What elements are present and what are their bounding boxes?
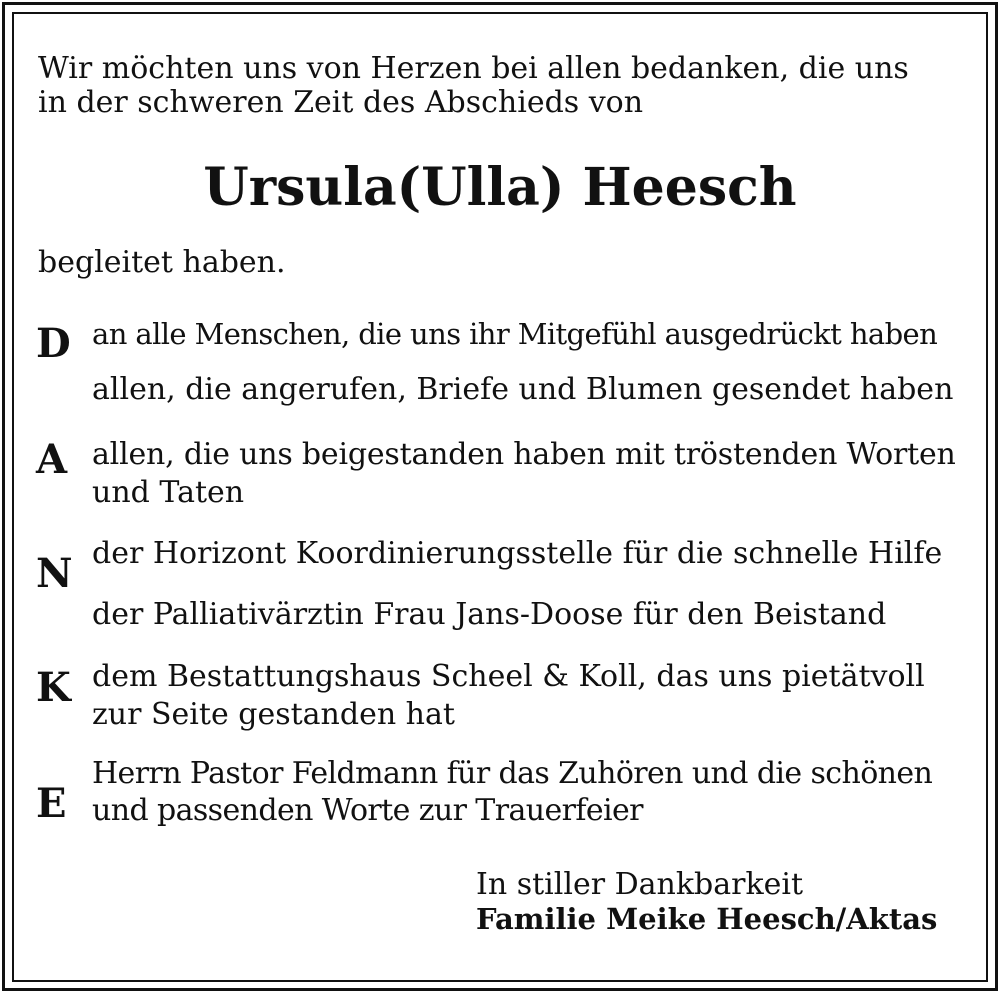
danke-a-line-1: allen, die uns beigestanden haben mit tröstenden Worten bbox=[92, 437, 956, 472]
closing-line: In stiller Dankbarkeit bbox=[476, 867, 804, 902]
initial-letter-d: D bbox=[36, 320, 71, 367]
danke-d-line-2: allen, die angerufen, Briefe und Blumen gesendet haben bbox=[92, 372, 954, 407]
initial-letter-n: N bbox=[36, 550, 73, 597]
intro-line-1: Wir möchten uns von Herzen bei allen bedanken, die uns bbox=[38, 51, 909, 86]
intro-text bbox=[38, 52, 909, 120]
danke-e-line-1: Herrn Pastor Feldmann für das Zuhören und die schönen bbox=[92, 756, 933, 791]
after-name-text: begleitet haben. bbox=[38, 245, 286, 280]
danke-n-line-2: der Palliativärztin Frau Jans-Doose für den Beistand bbox=[92, 597, 887, 632]
intro-line-2: in der schweren Zeit des Abschieds von bbox=[38, 85, 644, 120]
initial-letter-a: A bbox=[36, 436, 68, 483]
closing-block bbox=[476, 868, 937, 936]
family-signature: Familie Meike Heesch/Aktas bbox=[476, 902, 938, 936]
deceased-name: Ursula(Ulla) Heesch bbox=[203, 157, 797, 218]
danke-k-line-2: zur Seite gestanden hat bbox=[92, 697, 455, 732]
danke-e-line-2: und passenden Worte zur Trauerfeier bbox=[92, 793, 643, 828]
danke-k-line-1: dem Bestattungshaus Scheel & Koll, das uns pietätvoll bbox=[92, 659, 925, 694]
danke-a-line-2: und Taten bbox=[92, 475, 245, 510]
danke-d-line-1: an alle Menschen, die uns ihr Mitgefühl ausgedrückt haben bbox=[92, 317, 938, 351]
initial-letter-k: K bbox=[36, 664, 71, 711]
initial-letter-e: E bbox=[36, 780, 67, 827]
danke-n-line-1: der Horizont Koordinierungsstelle für die schnelle Hilfe bbox=[92, 536, 943, 571]
